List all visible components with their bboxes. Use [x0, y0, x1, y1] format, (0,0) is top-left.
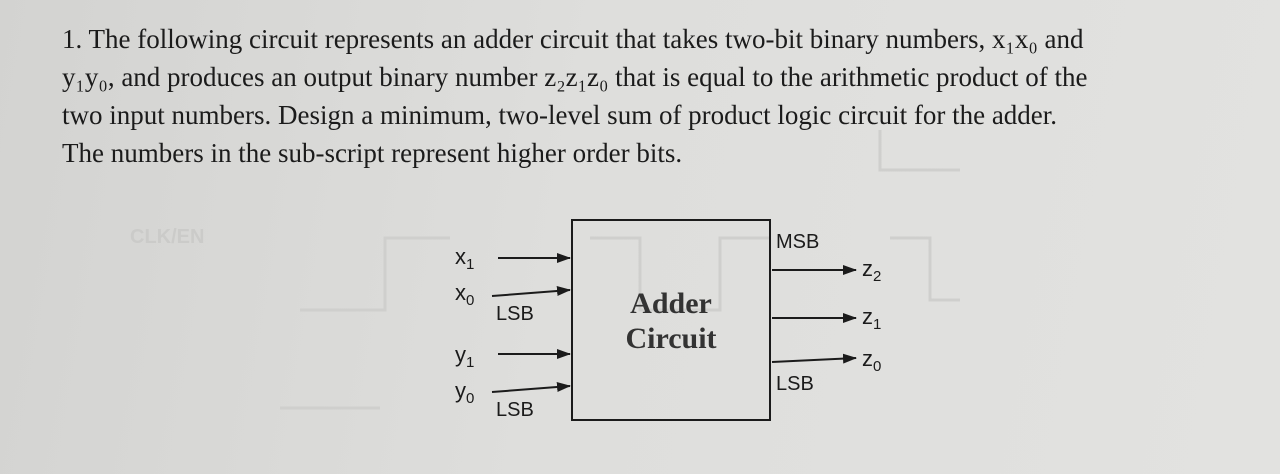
output-label-z2: $z_2$: [862, 256, 882, 285]
input-label-x1: $x_1$: [455, 244, 475, 273]
y0-arrow: [492, 386, 570, 392]
z0-arrow: [772, 358, 856, 362]
input-label-y0: $y_0$: [455, 378, 475, 407]
question-line-4: The numbers in the sub-script represent higher order bits.: [62, 138, 683, 168]
ghost-waveform-1: [300, 238, 450, 310]
y-lsb-label: LSB: [496, 399, 534, 421]
output-label-z0: $z_0$: [862, 346, 882, 375]
question-line-2: y₁y₀, and produces an output binary number z₂z₁z₀ that is equal to the arithmetic product of the: [62, 62, 1088, 92]
question-line-1: 1. The following circuit represents an adder circuit that takes two-bit binary numbers, x₁x₀ and: [62, 24, 1084, 54]
x0-arrow: [492, 290, 570, 296]
input-label-x0: $x_0$: [455, 280, 475, 309]
input-arrows: [492, 258, 570, 392]
x-lsb-label: LSB: [496, 303, 534, 325]
output-label-z1: $z_1$: [862, 304, 882, 333]
ghost-label: CLK/EN: [130, 226, 205, 248]
output-lsb-label: LSB: [776, 373, 814, 395]
circuit-label: Circuit: [625, 322, 717, 355]
output-arrows: [772, 270, 856, 362]
ghost-step: [880, 130, 960, 170]
adder-label: Adder: [630, 287, 712, 320]
ghost-waveform-3: [890, 238, 960, 300]
adder-block: [572, 220, 770, 420]
input-label-y1: $y_1$: [455, 342, 475, 371]
question-line-3: two input numbers. Design a minimum, two-level sum of product logic circuit for the adder.: [62, 100, 1058, 130]
msb-label: MSB: [776, 231, 820, 253]
